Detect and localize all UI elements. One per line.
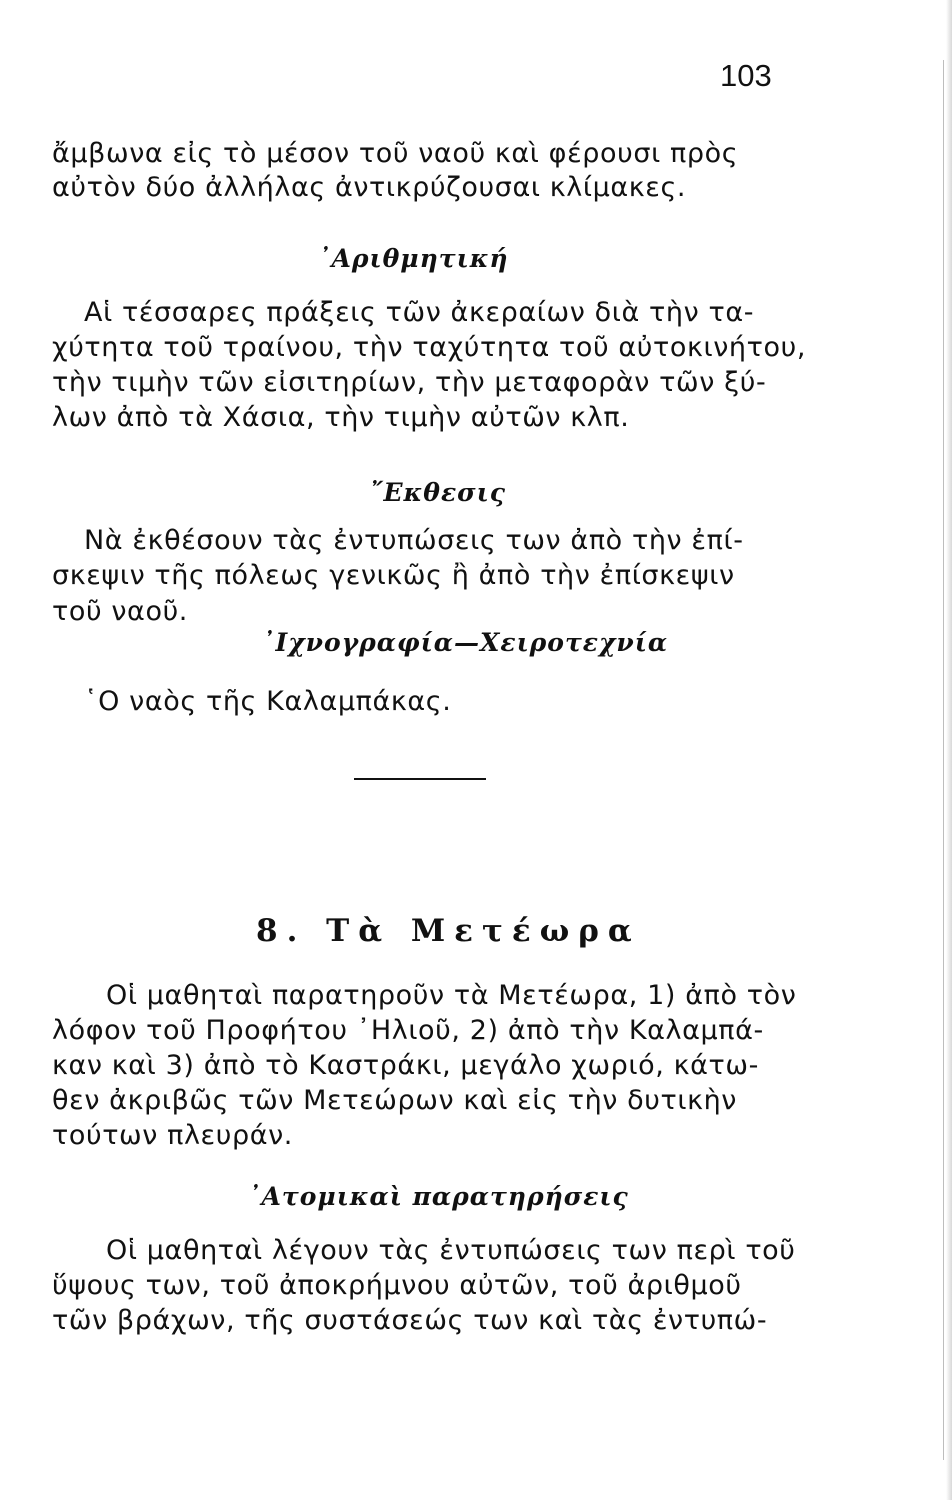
chapter-line: τούτων πλευράν. [52, 1120, 293, 1151]
chapter-title: 8. Τὰ Μετέωρα [256, 913, 641, 949]
chapter-line: θεν ἀκριβῶς τῶν Μετεώρων καὶ εἰς τὴν δυτικὴν [52, 1085, 737, 1116]
essay-line: Νὰ ἐκθέσουν τὰς ἐντυπώσεις των ἀπὸ τὴν ἐπί- [84, 525, 744, 556]
binding-line [943, 60, 944, 1460]
arithmetic-line: Αἱ τέσσαρες πράξεις τῶν ἀκεραίων διὰ τὴν τα- [84, 297, 755, 328]
chapter-line: καν καὶ 3) ἀπὸ τὸ Καστράκι, μεγάλο χωριό, κάτω- [52, 1050, 759, 1081]
chapter-line: Οἱ μαθηταὶ παρατηροῦν τὰ Μετέωρα, 1) ἀπὸ τὸν [106, 980, 797, 1011]
essay-heading: ῎Εκθεσις [370, 478, 506, 507]
section-divider [354, 778, 486, 780]
chapter-line: λόφον τοῦ Προφήτου ᾿Ηλιοῦ, 2) ἀπὸ τὴν Καλαμπά- [52, 1015, 764, 1046]
observations-line: Οἱ μαθηταὶ λέγουν τὰς ἐντυπώσεις των περὶ τοῦ [106, 1235, 796, 1266]
intro-line: αὐτὸν δύο ἀλλήλας ἀντικρύζουσαι κλίμακες. [52, 172, 687, 203]
page-number: 103 [720, 58, 772, 93]
arithmetic-line: λων ἀπὸ τὰ Χάσια, τὴν τιμὴν αὐτῶν κλπ. [52, 402, 630, 433]
drawing-line: ῾Ο ναὸς τῆς Καλαμπάκας. [84, 686, 452, 717]
observations-heading: ᾿Ατομικαὶ παρατηρήσεις [248, 1182, 629, 1211]
intro-line: ἄμβωνα εἰς τὸ μέσον τοῦ ναοῦ καὶ φέρουσι πρὸς [52, 138, 739, 169]
arithmetic-line: τὴν τιμὴν τῶν εἰσιτηρίων, τὴν μεταφορὰν τῶν ξύ- [52, 367, 767, 398]
arithmetic-line: χύτητα τοῦ τραίνου, τὴν ταχύτητα τοῦ αὐτοκινήτου, [52, 332, 807, 363]
page-edge [946, 0, 952, 1500]
observations-line: ὕψους των, τοῦ ἀποκρήμνου αὐτῶν, τοῦ ἀριθμοῦ [52, 1270, 742, 1301]
essay-line: τοῦ ναοῦ. [52, 596, 188, 627]
drawing-heading: ᾿Ιχνογραφία—Χειροτεχνία [262, 628, 669, 657]
essay-line: σκεψιν τῆς πόλεως γενικῶς ἢ ἀπὸ τὴν ἐπίσκεψιν [52, 560, 735, 591]
observations-line: τῶν βράχων, τῆς συστάσεώς των καὶ τὰς ἐντυπώ- [52, 1305, 768, 1336]
arithmetic-heading: ᾿Αριθμητική [318, 244, 509, 273]
